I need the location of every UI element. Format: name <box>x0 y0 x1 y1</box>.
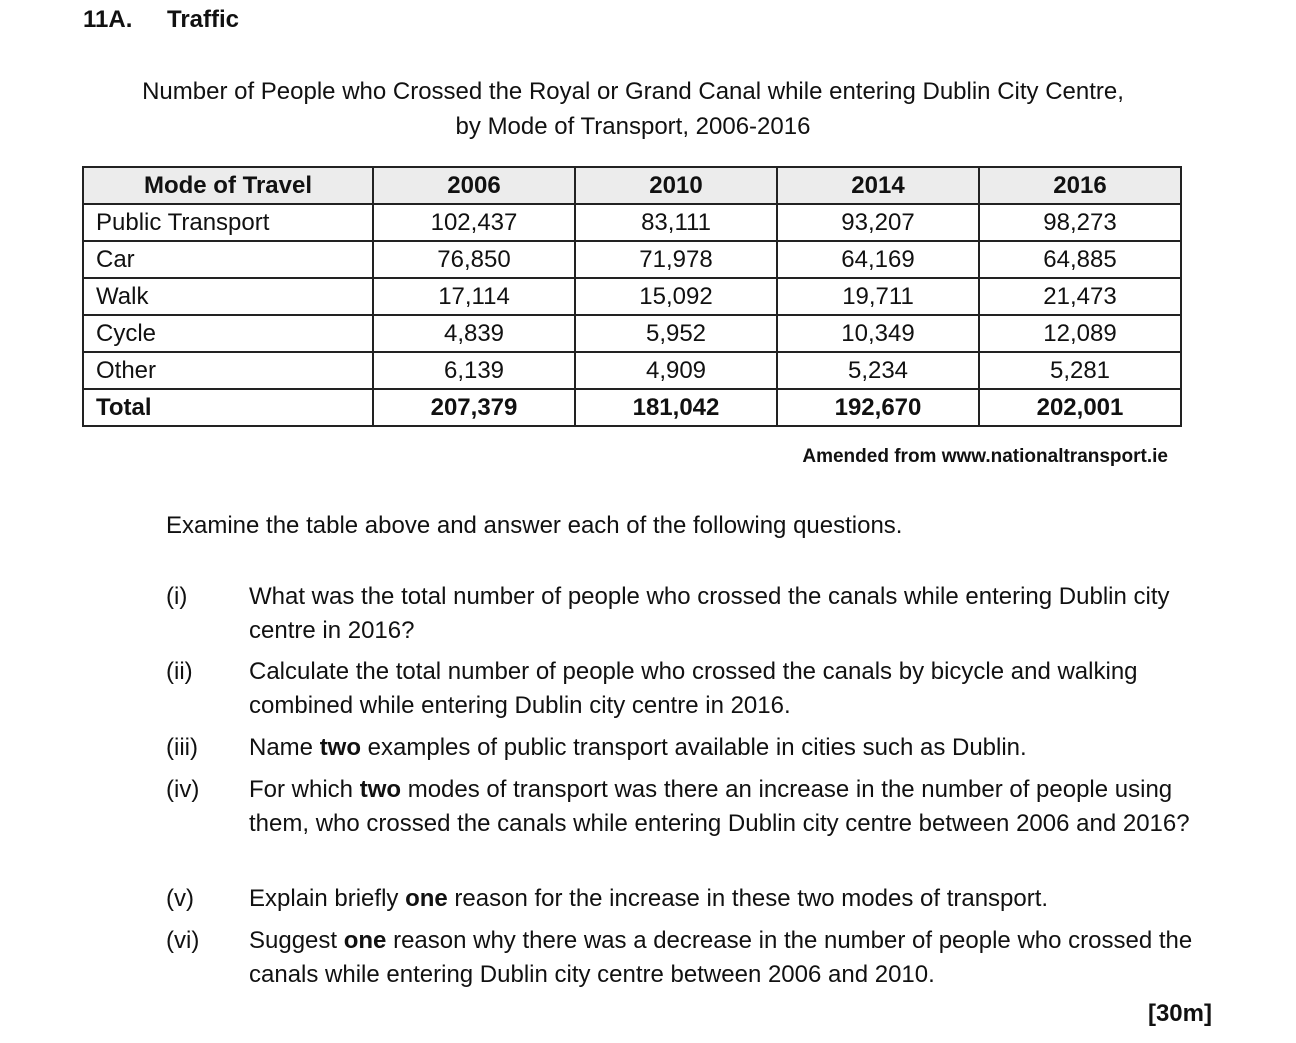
traffic-table <box>82 166 1182 427</box>
table-cell: 5,281 <box>979 352 1181 389</box>
table-cell: Car <box>83 241 373 278</box>
table-cell: 4,839 <box>373 315 575 352</box>
table-cell: 192,670 <box>777 389 979 426</box>
question-item <box>166 924 1226 992</box>
table-cell: 10,349 <box>777 315 979 352</box>
table-cell: 12,089 <box>979 315 1181 352</box>
table-cell: 181,042 <box>575 389 777 426</box>
question-text: What was the total number of people who crossed the canals while entering Dublin city centre in 2016? <box>249 583 1170 644</box>
table-row <box>83 278 1181 315</box>
table-cell: 102,437 <box>373 204 575 241</box>
caption-line-2: by Mode of Transport, 2006-2016 <box>455 113 811 140</box>
question-text: Suggest one reason why there was a decrease in the number of people who crossed the canals while entering Dublin city centre between 2006 and 2010. <box>249 927 1193 988</box>
question-text: Explain briefly one reason for the increase in these two modes of transport. <box>249 885 1049 912</box>
table-caption <box>60 74 1206 144</box>
table-cell: 5,952 <box>575 315 777 352</box>
table-cell: Other <box>83 352 373 389</box>
question-text: Calculate the total number of people who crossed the canals by bicycle and walking combined while entering Dublin city centre in 2016. <box>249 658 1138 719</box>
column-header: 2010 <box>575 167 777 204</box>
table-cell: 202,001 <box>979 389 1181 426</box>
question-item <box>166 580 1226 648</box>
question-item <box>166 882 1226 916</box>
table-row <box>83 241 1181 278</box>
table-row <box>83 352 1181 389</box>
table-cell: 207,379 <box>373 389 575 426</box>
question-item <box>166 773 1226 841</box>
table-cell: 6,139 <box>373 352 575 389</box>
table-cell: 5,234 <box>777 352 979 389</box>
marks-label: [30m] <box>1147 1000 1212 1027</box>
table-total-row <box>83 389 1181 426</box>
table-cell: Cycle <box>83 315 373 352</box>
table-cell: 15,092 <box>575 278 777 315</box>
table-cell: 83,111 <box>575 204 777 241</box>
caption-line-1: Number of People who Crossed the Royal or Grand Canal while entering Dublin City Centre, <box>142 78 1124 105</box>
table-cell: 93,207 <box>777 204 979 241</box>
question-label: (iii) <box>166 734 198 761</box>
question-label: (i) <box>166 583 188 610</box>
table-cell: 98,273 <box>979 204 1181 241</box>
table-cell: Public Transport <box>83 204 373 241</box>
table-row <box>83 315 1181 352</box>
section-heading <box>83 6 239 34</box>
table-cell: 64,885 <box>979 241 1181 278</box>
question-label: (vi) <box>166 927 200 954</box>
table-cell: 64,169 <box>777 241 979 278</box>
column-header: 2014 <box>777 167 979 204</box>
table-header-row <box>83 167 1181 204</box>
column-header: Mode of Travel <box>83 167 373 204</box>
question-text: For which two modes of transport was there an increase in the number of people using them, who crossed the canals while entering Dublin city centre between 2006 and 2016? <box>249 776 1190 837</box>
table-cell: 19,711 <box>777 278 979 315</box>
question-label: (ii) <box>166 658 193 685</box>
table-cell: 17,114 <box>373 278 575 315</box>
table-cell: 76,850 <box>373 241 575 278</box>
table-cell: Total <box>83 389 373 426</box>
section-number: 11A. <box>83 6 133 33</box>
table-cell: 21,473 <box>979 278 1181 315</box>
column-header: 2006 <box>373 167 575 204</box>
table-cell: 71,978 <box>575 241 777 278</box>
question-item <box>166 655 1226 723</box>
section-title: Traffic <box>167 6 240 33</box>
column-header: 2016 <box>979 167 1181 204</box>
instruction-text: Examine the table above and answer each of the following questions. <box>166 512 903 539</box>
table-cell: Walk <box>83 278 373 315</box>
source-note: Amended from www.nationaltransport.ie <box>802 446 1168 467</box>
question-text: Name two examples of public transport available in cities such as Dublin. <box>249 734 1027 761</box>
table-row <box>83 204 1181 241</box>
table-cell: 4,909 <box>575 352 777 389</box>
question-label: (iv) <box>166 776 200 803</box>
question-label: (v) <box>166 885 194 912</box>
question-item <box>166 731 1226 765</box>
